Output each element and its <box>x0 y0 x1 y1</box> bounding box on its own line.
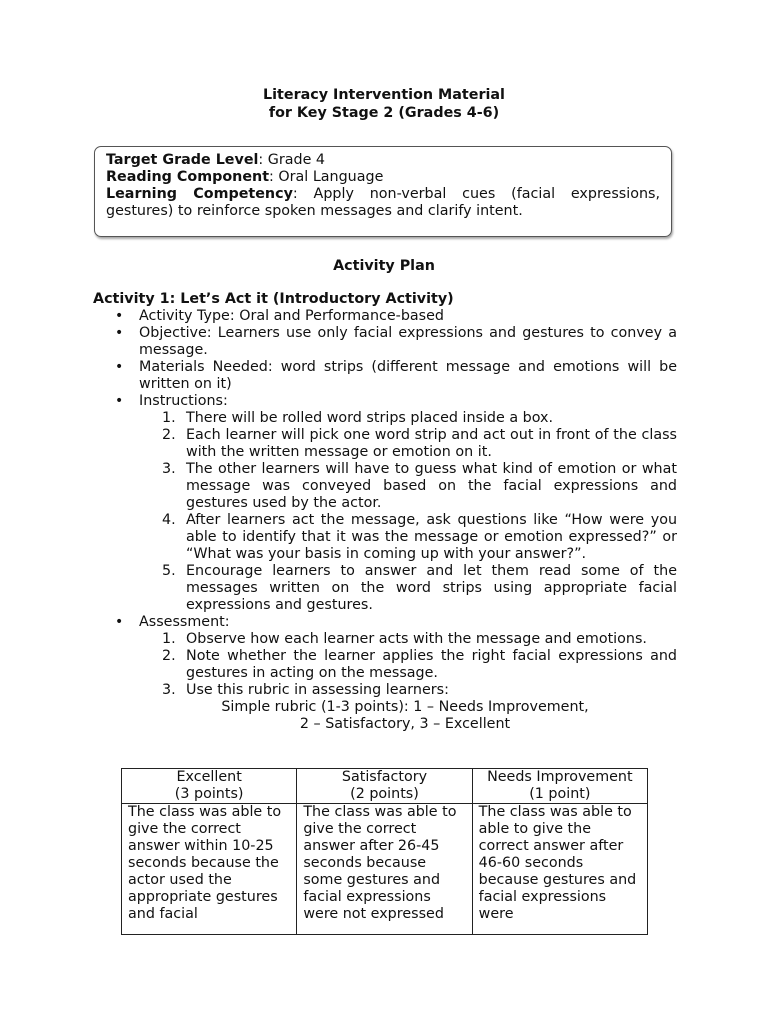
rubric-cell-needs-improvement: The class was able to able to give the correct answer after 46-60 seconds because gestures and facial expressions were <box>472 804 647 935</box>
step-text: Encourage learners to answer and let them read some of the messages written on the word strips using appropriate facial expressions and gestures. <box>186 563 677 613</box>
assessment-step <box>139 648 677 682</box>
rubric-header-excellent <box>122 769 297 804</box>
step-text: Note whether the learner applies the right facial expressions and gestures in acting on the message. <box>186 648 677 681</box>
instruction-step <box>139 410 677 427</box>
header-points: (3 points) <box>174 786 244 802</box>
step-number: 2. <box>162 427 176 443</box>
reading-component-value: : Oral Language <box>269 169 384 185</box>
instruction-step <box>139 427 677 461</box>
target-grade-value: : Grade 4 <box>258 152 326 168</box>
rubric-table <box>121 768 648 935</box>
document-title <box>0 87 768 122</box>
activity-plan-heading: Activity Plan <box>333 258 435 274</box>
assessment-step <box>139 631 677 648</box>
target-grade-label: Target Grade Level <box>106 152 259 168</box>
step-text: The other learners will have to guess what kind of emotion or what message was conveyed based on the facial expressions and gestures used by the actor. <box>186 461 677 511</box>
step-text: Observe how each learner acts with the message and emotions. <box>186 631 647 647</box>
step-number: 3. <box>162 682 176 698</box>
rubric-cell-satisfactory: The class was able to give the correct answer after 26-45 seconds because some gestures and facial expressions were not expressed <box>297 804 472 935</box>
learning-competency-label: Learning Competency <box>106 186 293 202</box>
instructions-list <box>139 410 677 614</box>
instructions-label: Instructions: <box>139 393 228 409</box>
step-text: Use this rubric in assessing learners: <box>186 682 449 698</box>
header-points: (2 points) <box>350 786 419 802</box>
step-text: After learners act the message, ask questions like “How were you able to identify that it was the message or emotion expressed?” or “What was your basis in coming up with your answer?”. <box>186 512 677 562</box>
learning-competency-value: : Apply non-verbal cues (facial expressions, gestures) to reinforce spoken messages and clarify intent. <box>106 186 660 219</box>
title-line-1: Literacy Intervention Material <box>263 87 505 103</box>
instruction-step <box>139 512 677 563</box>
assessment-item <box>93 614 677 699</box>
step-number: 3. <box>162 461 176 477</box>
step-number: 1. <box>162 631 176 647</box>
reading-component-label: Reading Component <box>106 169 270 185</box>
rubric-caption <box>133 699 677 733</box>
step-number: 2. <box>162 648 176 664</box>
rubric-header-needs-improvement <box>472 769 647 804</box>
reading-component-row <box>106 169 660 186</box>
step-text: Each learner will pick one word strip and act out in front of the class with the written message or emotion on it. <box>186 427 677 460</box>
instruction-step <box>139 461 677 512</box>
step-number: 1. <box>162 410 176 426</box>
activity-type: • Activity Type: Oral and Performance-based <box>93 308 677 325</box>
activity-objective: • Objective: Learners use only facial expressions and gestures to convey a message. <box>93 325 677 359</box>
assessment-label: Assessment: <box>139 614 230 630</box>
title-line-2: for Key Stage 2 (Grades 4-6) <box>268 104 500 121</box>
header-name: Needs Improvement <box>487 769 633 785</box>
step-text: There will be rolled word strips placed inside a box. <box>186 410 554 426</box>
target-grade-row <box>106 152 660 169</box>
rubric-header-row <box>122 769 648 804</box>
assessment-step <box>139 682 677 699</box>
activity-materials: • Materials Needed: word strips (different message and emotions will be written on it) <box>93 359 677 393</box>
assessment-list <box>139 631 677 699</box>
header-name: Excellent <box>176 769 242 785</box>
rubric-caption-line-2: 2 – Satisfactory, 3 – Excellent <box>299 716 511 732</box>
step-number: 4. <box>162 512 176 528</box>
step-number: 5. <box>162 563 176 579</box>
header-points: (1 point) <box>529 786 591 802</box>
instructions-item <box>93 393 677 614</box>
activity-section <box>93 291 677 733</box>
instruction-step <box>139 563 677 614</box>
rubric-cell-excellent: The class was able to give the correct answer within 10-25 seconds because the actor used the appropriate gestures and facial <box>122 804 297 935</box>
activity-details-list <box>93 308 677 699</box>
learning-competency-row <box>106 186 660 220</box>
header-name: Satisfactory <box>341 769 428 785</box>
rubric-header-satisfactory <box>297 769 472 804</box>
rubric-caption-line-1: Simple rubric (1-3 points): 1 – Needs Improvement, <box>221 699 589 715</box>
activity-title: Activity 1: Let’s Act it (Introductory Activity) <box>93 291 454 307</box>
rubric-body-row <box>122 804 648 935</box>
info-box <box>94 146 672 237</box>
